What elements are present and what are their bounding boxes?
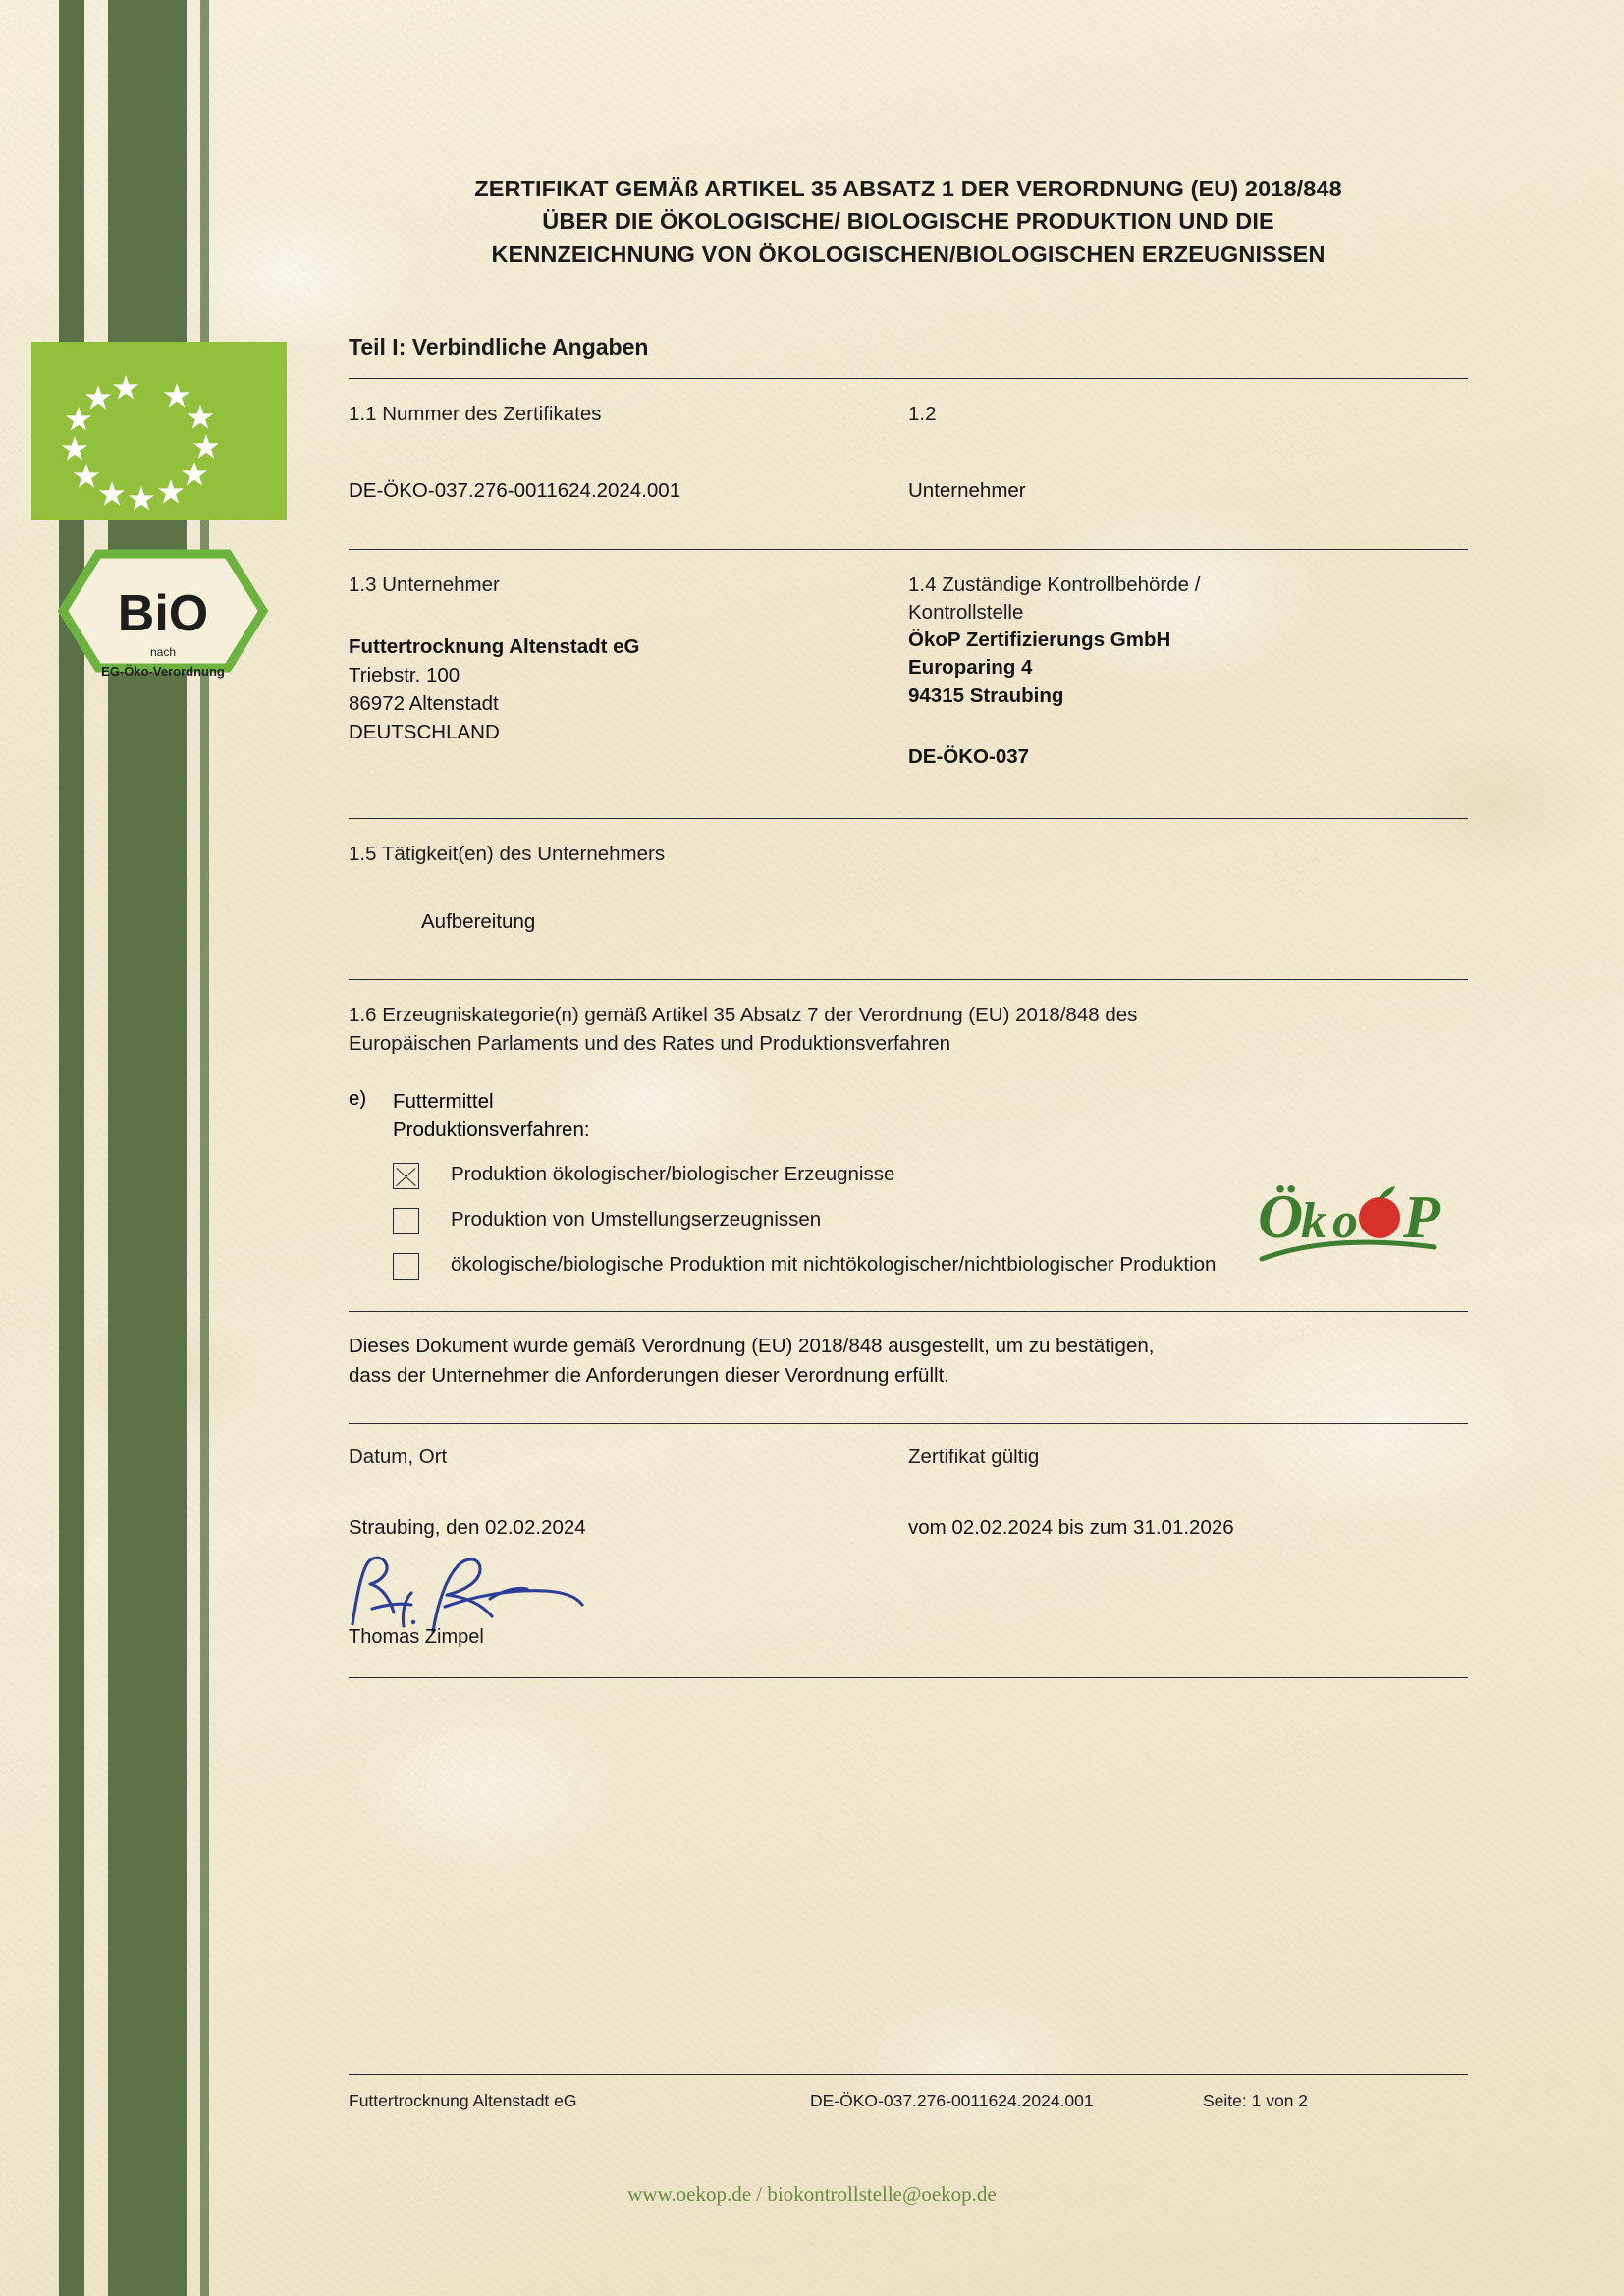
conformity-statement-line-1: Dieses Dokument wurde gemäß Verordnung (EU) 2018/848 ausgestellt, um zu bestätigen, bbox=[349, 1335, 1155, 1358]
control-body-address bbox=[908, 627, 1468, 771]
page-title-line-1: ZERTIFIKAT GEMÄß ARTIKEL 35 ABSATZ 1 DER VERORDNUNG (EU) 2018/848 bbox=[474, 176, 1342, 201]
section-13-14-row bbox=[349, 550, 1468, 801]
checkbox-label-mixed-production: ökologische/biologische Produktion mit nichtökologischer/nichtbiologischer Produktion bbox=[451, 1253, 1217, 1277]
validity-column bbox=[908, 1444, 1468, 1543]
svg-text:BiO: BiO bbox=[117, 585, 209, 642]
operator-street: Triebstr. 100 bbox=[349, 664, 460, 687]
conformity-statement-line-2: dass der Unternehmer die Anforderungen dieser Verordnung erfüllt. bbox=[349, 1363, 949, 1387]
svg-text:Ö: Ö bbox=[1258, 1180, 1304, 1251]
signer-name: Thomas Zimpel bbox=[349, 1626, 484, 1649]
part-heading: Teil I: Verbindliche Angaben bbox=[349, 334, 649, 360]
certificate-number-value: DE-ÖKO-037.276-0011624.2024.001 bbox=[349, 479, 681, 503]
eu-organic-leaf-logo bbox=[31, 342, 287, 520]
control-body-city: 94315 Straubing bbox=[908, 683, 1064, 707]
validity-label: Zertifikat gültig bbox=[908, 1445, 1040, 1468]
control-body-column bbox=[908, 572, 1468, 772]
page-footer bbox=[349, 2074, 1468, 2111]
product-category-letter: e) bbox=[349, 1087, 367, 1111]
svg-text:o: o bbox=[1332, 1192, 1358, 1249]
section-14-label-line-2: Kontrollstelle bbox=[908, 600, 1024, 624]
footer-company: Futtertrocknung Altenstadt eG bbox=[349, 2091, 577, 2110]
bio-siegel-logo bbox=[55, 546, 271, 693]
signing-row bbox=[349, 1424, 1468, 1543]
operator-city: 86972 Altenstadt bbox=[349, 692, 499, 716]
divider-below-signature bbox=[349, 1677, 1468, 1678]
section-11-12-labels bbox=[349, 379, 1468, 438]
checkbox-label-conversion-production: Produktion von Umstellungserzeugnissen bbox=[451, 1208, 822, 1231]
svg-text:EG-Öko-Verordnung: EG-Öko-Verordnung bbox=[101, 664, 225, 679]
page-title-line-3: KENNZEICHNUNG VON ÖKOLOGISCHEN/BIOLOGISCHEN ERZEUGNISSEN bbox=[491, 241, 1326, 267]
section-14-label-line-1: 1.4 Zuständige Kontrollbehörde / bbox=[908, 573, 1201, 596]
section-12-value: Unternehmer bbox=[908, 479, 1026, 503]
conformity-statement bbox=[349, 1312, 1468, 1404]
section-13-label: 1.3 Unternehmer bbox=[349, 573, 500, 596]
section-12-label: 1.2 bbox=[908, 403, 937, 426]
section-15-block bbox=[349, 819, 1468, 961]
oekop-logo bbox=[1256, 1178, 1462, 1273]
page-title bbox=[349, 173, 1468, 271]
certificate-content bbox=[349, 0, 1468, 1678]
checkbox-label-organic-production: Produktion ökologischer/biologischer Erzeugnisse bbox=[451, 1163, 895, 1186]
operator-name: Futtertrocknung Altenstadt eG bbox=[349, 634, 640, 658]
product-category-row bbox=[349, 1087, 1468, 1144]
date-column bbox=[349, 1444, 908, 1543]
footer-web-contact[interactable]: www.oekop.de / biokontrollstelle@oekop.de bbox=[627, 2182, 997, 2206]
section-11-label: 1.1 Nummer des Zertifikates bbox=[349, 403, 602, 426]
operator-country: DEUTSCHLAND bbox=[349, 721, 500, 744]
product-category-name: Futtermittel bbox=[393, 1090, 494, 1114]
footer-page-number: Seite: 1 von 2 bbox=[1203, 2091, 1309, 2110]
footer-certificate-number: DE-ÖKO-037.276-0011624.2024.001 bbox=[810, 2091, 1094, 2110]
date-value: Straubing, den 02.02.2024 bbox=[349, 1515, 586, 1539]
signature-area bbox=[349, 1542, 1468, 1660]
svg-text:k: k bbox=[1301, 1192, 1326, 1249]
page-title-line-2: ÜBER DIE ÖKOLOGISCHE/ BIOLOGISCHE PRODUKTION UND DIE bbox=[542, 208, 1274, 235]
validity-value: vom 02.02.2024 bis zum 31.01.2026 bbox=[908, 1515, 1234, 1539]
production-method-label: Produktionsverfahren: bbox=[393, 1119, 590, 1142]
checkbox-mixed-production[interactable] bbox=[393, 1253, 419, 1280]
control-body-name: ÖkoP Zertifizierungs GmbH bbox=[908, 629, 1171, 652]
svg-text:nach: nach bbox=[149, 645, 177, 659]
operator-address bbox=[349, 632, 908, 746]
svg-text:P: P bbox=[1403, 1183, 1440, 1251]
control-body-code: DE-ÖKO-037 bbox=[908, 745, 1030, 769]
page-footer-line bbox=[349, 2074, 1468, 2111]
section-11-12-values bbox=[349, 438, 1468, 530]
operator-activity-value: Aufbereitung bbox=[421, 909, 536, 933]
operator-column bbox=[349, 572, 908, 772]
checkbox-conversion-production[interactable] bbox=[393, 1208, 419, 1234]
product-category-block bbox=[393, 1087, 590, 1144]
date-label: Datum, Ort bbox=[349, 1445, 448, 1468]
control-body-street: Europaring 4 bbox=[908, 656, 1033, 680]
checkbox-organic-production[interactable] bbox=[393, 1163, 419, 1189]
section-15-label: 1.5 Tätigkeit(en) des Unternehmers bbox=[349, 843, 666, 866]
section-16-intro-line-1: 1.6 Erzeugniskategorie(n) gemäß Artikel 35 Absatz 7 der Verordnung (EU) 2018/848 des bbox=[349, 1003, 1138, 1026]
section-16-intro-line-2: Europäischen Parlaments und des Rates und Produktionsverfahren bbox=[349, 1031, 951, 1055]
